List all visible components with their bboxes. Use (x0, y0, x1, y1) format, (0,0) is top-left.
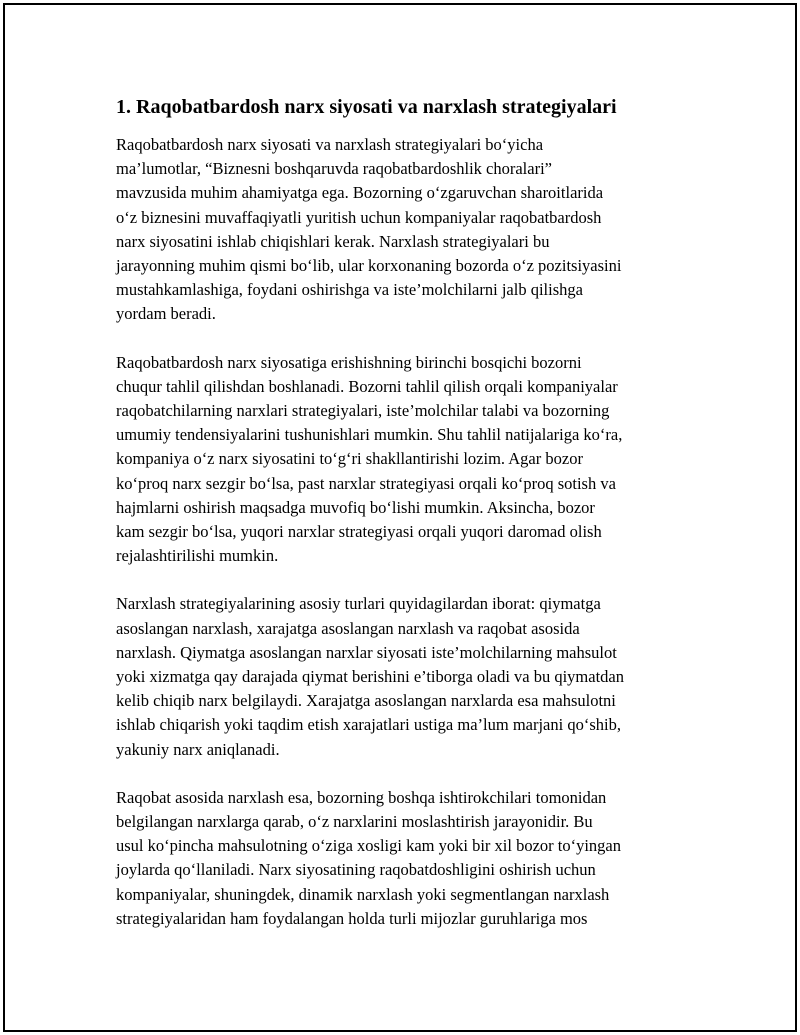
paragraph-line: kompaniyalar, shuningdek, dinamik narxlash yoki segmentlangan narxlash (116, 884, 610, 904)
paragraph-line: kompaniya o‘z narx siyosatini to‘g‘ri shakllantirishi lozim. Agar bozor (116, 449, 583, 469)
paragraph-line: ishlab chiqarish yoki taqdim etish xarajatlari ustiga ma’lum marjani qo‘shib, (116, 715, 621, 735)
paragraph-line: yakuniy narx aniqlanadi. (116, 739, 280, 759)
document-content (116, 93, 684, 955)
paragraph-line: mustahkamlashiga, foydani oshirishga va iste’molchilarni jalb qilishga (116, 280, 583, 300)
document-body (116, 133, 684, 931)
paragraph-line: mavzusida muhim ahamiyatga ega. Bozorning o‘zgaruvchan sharoitlarida (116, 183, 604, 203)
paragraph-line: raqobatchilarning narxlari strategiyalari, iste’molchilar talabi va bozorning (116, 401, 610, 421)
paragraph-1 (116, 133, 684, 327)
paragraph-4 (116, 786, 684, 931)
paragraph-line: o‘z biznesini muvaffaqiyatli yuritish uchun kompaniyalar raqobatbardosh (116, 207, 602, 227)
paragraph-line: kelib chiqib narx belgilaydi. Xarajatga asoslangan narxlarda esa mahsulotni (116, 691, 616, 711)
paragraph-line: kam sezgir bo‘lsa, yuqori narxlar strategiyasi orqali yuqori daromad olish (116, 522, 602, 542)
paragraph-line: umumiy tendensiyalarini tushunishlari mumkin. Shu tahlil natijalariga ko‘ra, (116, 425, 623, 445)
paragraph-line: belgilangan narxlarga qarab, o‘z narxlarini moslashtirish jarayonidir. Bu (116, 812, 593, 832)
paragraph-line: chuqur tahlil qilishdan boshlanadi. Bozorni tahlil qilish orqali kompaniyalar (116, 376, 618, 396)
paragraph-line: jarayonning muhim qismi bo‘lib, ular korxonaning bozorda o‘z pozitsiyasini (116, 256, 622, 276)
paragraph-line: joylarda qo‘llaniladi. Narx siyosatining raqobatdoshligini oshirish uchun (116, 860, 596, 880)
paragraph-line: yordam beradi. (116, 304, 216, 324)
paragraph-line: narx siyosatini ishlab chiqishlari kerak. Narxlash strategiyalari bu (116, 231, 550, 251)
paragraph-3 (116, 592, 684, 761)
paragraph-2 (116, 351, 684, 569)
paragraph-line: usul ko‘pincha mahsulotning o‘ziga xosligi kam yoki bir xil bozor to‘yingan (116, 836, 622, 856)
paragraph-line: narxlash. Qiymatga asoslangan narxlar siyosati iste’molchilarning mahsulot (116, 642, 617, 662)
paragraph-line: Raqobat asosida narxlash esa, bozorning boshqa ishtirokchilari tomonidan (116, 787, 607, 807)
paragraph-line: ko‘proq narx sezgir bo‘lsa, past narxlar strategiyasi orqali ko‘proq sotish va (116, 473, 616, 493)
paragraph-line: strategiyalaridan ham foydalangan holda turli mijozlar guruhlariga mos (116, 908, 588, 928)
document-title: 1. Raqobatbardosh narx siyosati va narxlash strategiyalari (116, 96, 617, 118)
paragraph-line: rejalashtirilishi mumkin. (116, 546, 279, 566)
paragraph-line: Raqobatbardosh narx siyosatiga erishishning birinchi bosqichi bozorni (116, 352, 582, 372)
paragraph-line: Narxlash strategiyalarining asosiy turlari quyidagilardan iborat: qiymatga (116, 594, 601, 614)
paragraph-line: ma’lumotlar, “Biznesni boshqaruvda raqobatbardoshlik choralari” (116, 159, 552, 179)
paragraph-line: Raqobatbardosh narx siyosati va narxlash strategiyalari bo‘yicha (116, 135, 544, 154)
paragraph-line: yoki xizmatga qay darajada qiymat berishini e’tiborga oladi va bu qiymatdan (116, 667, 624, 687)
paragraph-line: hajmlarni oshirish maqsadga muvofiq bo‘lishi mumkin. Aksincha, bozor (116, 497, 595, 517)
paragraph-line: asoslangan narxlash, xarajatga asoslangan narxlash va raqobat asosida (116, 618, 580, 638)
